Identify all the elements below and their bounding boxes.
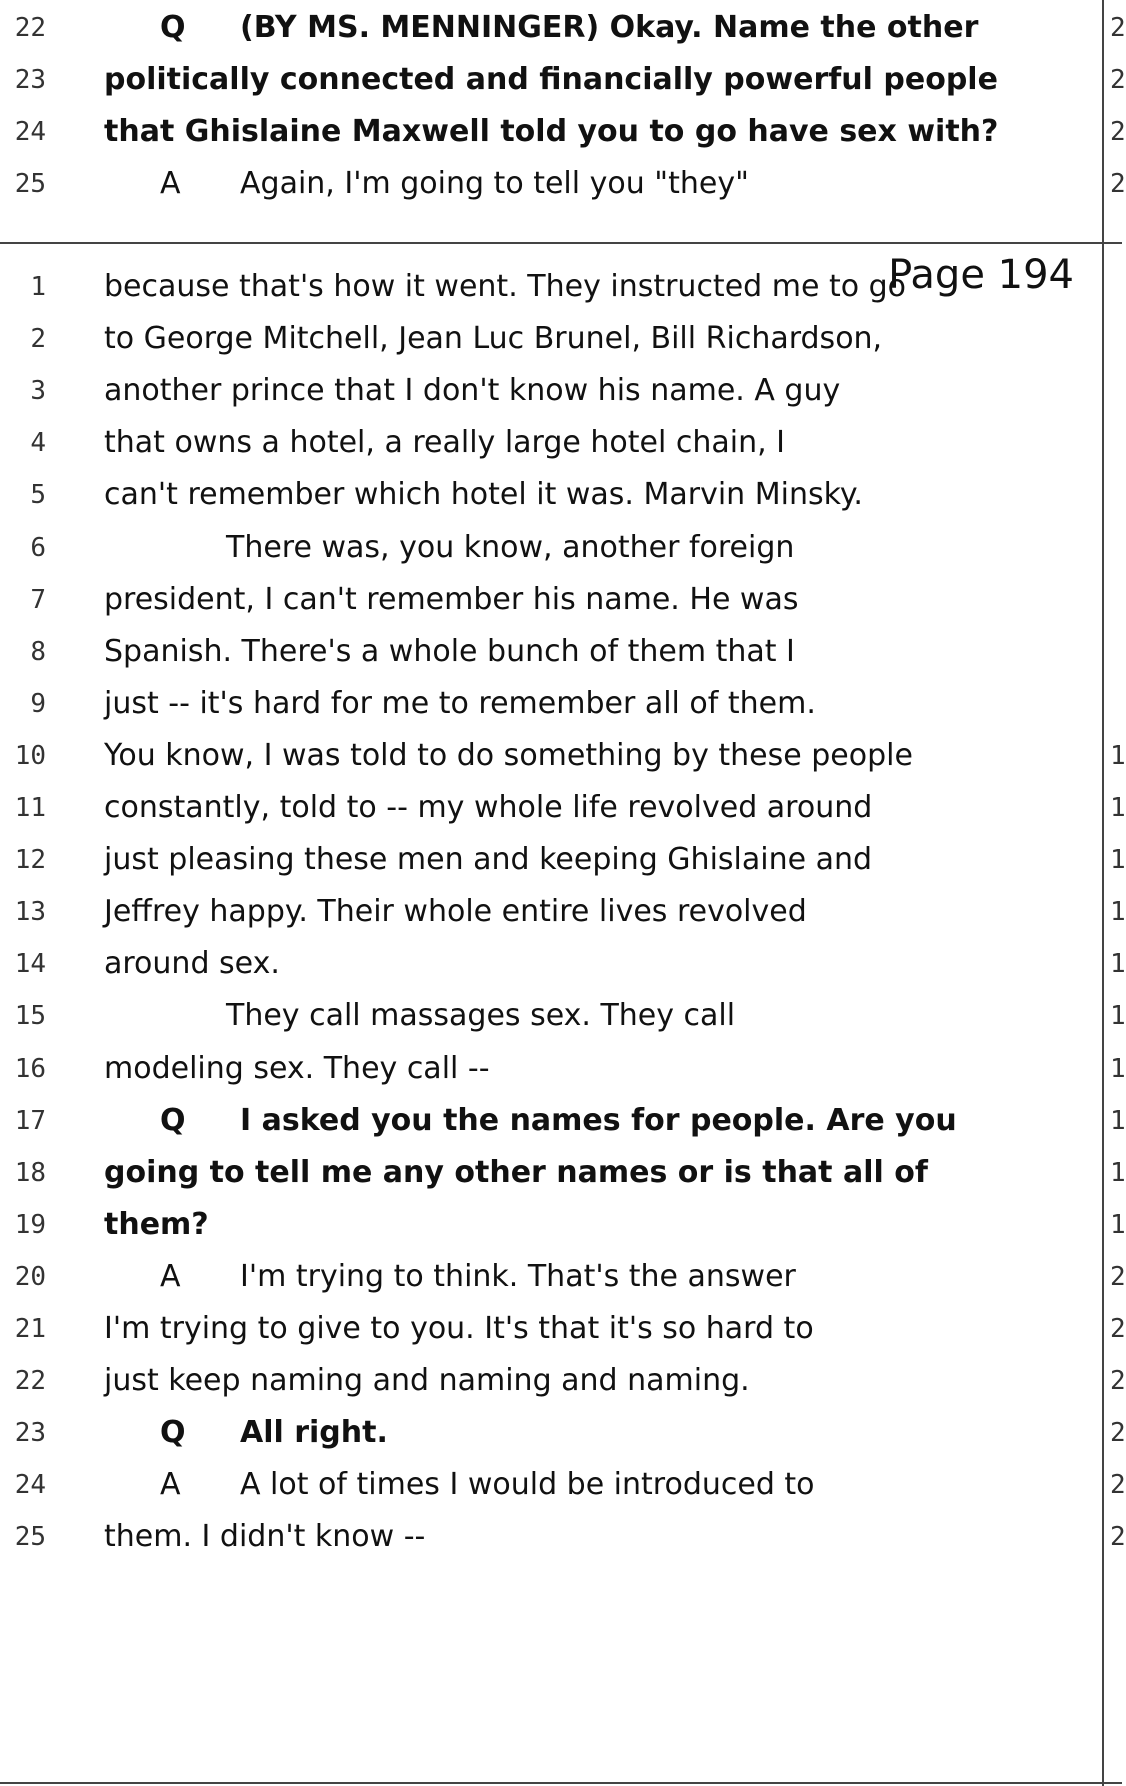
line-text: [104, 1143, 1102, 1203]
line-number: 23: [14, 1418, 46, 1449]
line-text: [104, 726, 1102, 786]
adjacent-column-digit: 2: [1110, 1470, 1126, 1501]
transcript-line: [0, 830, 1126, 890]
line-number: 5: [30, 480, 46, 511]
line-content: Spanish. There's a whole bunch of them that I: [104, 633, 795, 669]
line-number: 9: [30, 688, 46, 719]
line-content: another prince that I don't know his name. A guy: [104, 373, 841, 409]
line-content: just keep naming and naming and naming.: [104, 1363, 750, 1399]
transcript-line: [0, 50, 1126, 110]
line-content: modeling sex. They call --: [104, 1050, 490, 1086]
transcript-line: [0, 102, 1126, 162]
answer-marker: A: [160, 1258, 181, 1294]
line-content: them?: [104, 1206, 209, 1242]
line-content: just -- it's hard for me to remember all of them.: [104, 685, 816, 721]
adjacent-column-digit: 2: [1110, 65, 1126, 95]
line-content: I'm trying to give to you. It's that it's so hard to: [104, 1311, 814, 1346]
line-text: [160, 1455, 1102, 1515]
transcript-line: [0, 1351, 1126, 1411]
line-number: 16: [14, 1053, 46, 1084]
answer-marker: A: [160, 166, 181, 201]
line-text: [104, 674, 1102, 734]
line-number: 4: [30, 428, 46, 459]
transcript-line: [0, 1247, 1126, 1307]
adjacent-column-digit: 1: [1110, 1157, 1126, 1188]
adjacent-column-digit: 2: [1110, 1418, 1126, 1449]
line-content: Jeffrey happy. Their whole entire lives revolved: [104, 894, 807, 930]
adjacent-column-digit: 1: [1110, 1209, 1126, 1240]
line-content: them. I didn't know --: [104, 1519, 426, 1555]
transcript-line: [0, 1195, 1126, 1255]
transcript-line: [0, 309, 1102, 369]
line-text: [104, 1039, 1102, 1099]
line-number: 20: [14, 1261, 46, 1292]
transcript-line: [0, 413, 1102, 473]
transcript-line: [0, 518, 1102, 578]
line-text: [104, 465, 1102, 525]
line-number: 14: [14, 949, 46, 980]
line-content: A lot of times I would be introduced to: [240, 1467, 815, 1503]
line-content: that owns a hotel, a really large hotel chain, I: [104, 425, 786, 461]
line-number: 17: [14, 1105, 46, 1136]
line-content: I asked you the names for people. Are you: [240, 1102, 957, 1138]
line-number: 6: [30, 532, 46, 563]
right-column-rule: [1102, 0, 1104, 1786]
adjacent-column-digit: 1: [1110, 949, 1126, 980]
line-content: just pleasing these men and keeping Ghislaine and: [104, 842, 873, 878]
line-text: [160, 1247, 1102, 1307]
adjacent-column-digit: 1: [1110, 845, 1126, 876]
adjacent-column-digit: 1: [1110, 740, 1126, 771]
line-number: 18: [14, 1157, 46, 1188]
line-text: [104, 50, 1102, 110]
adjacent-column-digit: 2: [1110, 1366, 1126, 1397]
transcript-line: [0, 986, 1126, 1046]
line-text: [226, 518, 1102, 578]
line-text: [104, 257, 1102, 317]
question-marker: Q: [160, 1415, 186, 1451]
line-text: [226, 986, 1102, 1046]
adjacent-column-digit: 2: [1110, 117, 1126, 147]
line-text: [104, 102, 1102, 162]
question-marker: Q: [160, 10, 186, 45]
adjacent-column-digit: 2: [1110, 13, 1126, 43]
line-text: [104, 413, 1102, 473]
line-content: All right.: [240, 1415, 388, 1451]
question-marker: Q: [160, 1102, 186, 1138]
page-number-label: Page 194: [888, 252, 1074, 298]
adjacent-column-digit: 2: [1110, 1314, 1126, 1344]
line-content: can't remember which hotel it was. Marvin Minsky.: [104, 477, 863, 513]
transcript-line: [0, 726, 1126, 786]
line-content: (BY MS. MENNINGER) Okay. Name the other: [240, 10, 979, 45]
transcript-line: [0, 465, 1102, 525]
adjacent-column-digit: 2: [1110, 169, 1126, 199]
line-number: 7: [30, 584, 46, 615]
transcript-line: [0, 778, 1126, 838]
line-text: [104, 1299, 1102, 1359]
line-text: [160, 1403, 1102, 1463]
line-content: constantly, told to -- my whole life revolved around: [104, 790, 873, 825]
line-content: politically connected and financially powerful people: [104, 62, 998, 97]
line-text: [104, 570, 1102, 630]
transcript-line: [0, 257, 1102, 317]
transcript-line: [0, 154, 1126, 214]
line-number: 11: [14, 793, 46, 823]
line-number: 8: [30, 636, 46, 667]
line-number: 24: [14, 117, 46, 147]
transcript-line: [0, 882, 1126, 942]
line-number: 25: [14, 1522, 46, 1553]
line-text: [104, 830, 1102, 890]
line-content: around sex.: [104, 946, 280, 982]
adjacent-column-digit: 2: [1110, 1261, 1126, 1292]
transcript-line: [0, 1039, 1126, 1099]
transcript-line: [0, 361, 1102, 421]
transcript-line: [0, 934, 1126, 994]
line-text: [160, 1091, 1102, 1151]
line-content: Again, I'm going to tell you "they": [240, 166, 749, 201]
line-text: [104, 1195, 1102, 1255]
line-text: [104, 309, 1102, 369]
line-number: 19: [14, 1209, 46, 1240]
line-text: [104, 361, 1102, 421]
adjacent-column-digit: 1: [1110, 1053, 1126, 1084]
line-content: They call massages sex. They call: [226, 998, 736, 1034]
line-text: [104, 622, 1102, 682]
line-number: 15: [14, 1001, 46, 1032]
answer-marker: A: [160, 1467, 181, 1503]
line-content: that Ghislaine Maxwell told you to go have sex with?: [104, 114, 999, 149]
adjacent-column-digit: 1: [1110, 897, 1126, 928]
line-number: 3: [30, 376, 46, 407]
bottom-rule: [0, 1782, 1122, 1784]
line-text: [104, 934, 1102, 994]
line-number: 25: [14, 169, 46, 199]
previous-page-excerpt: [0, 0, 1126, 244]
transcript-line: [0, 622, 1102, 682]
line-number: 24: [14, 1470, 46, 1501]
line-content: There was, you know, another foreign: [226, 529, 795, 565]
adjacent-column-digit: 1: [1110, 793, 1126, 823]
transcript-line: [0, 1299, 1126, 1359]
line-number: 22: [14, 13, 46, 43]
line-content: president, I can't remember his name. He was: [104, 581, 799, 617]
transcript-line: [0, 570, 1102, 630]
line-text: [104, 1351, 1102, 1411]
line-content: You know, I was told to do something by these people: [104, 737, 913, 773]
line-number: 12: [14, 845, 46, 876]
transcript-line: [0, 1507, 1126, 1567]
line-text: [160, 154, 1102, 214]
line-number: 1: [30, 272, 46, 302]
line-content: going to tell me any other names or is that all of: [104, 1154, 928, 1190]
line-content: to George Mitchell, Jean Luc Brunel, Bill Richardson,: [104, 321, 883, 357]
adjacent-column-digit: 1: [1110, 1001, 1126, 1032]
transcript-line: [0, 1143, 1126, 1203]
transcript-line: [0, 1091, 1126, 1151]
page-divider: [0, 242, 1122, 244]
transcript-line: [0, 1403, 1126, 1463]
line-number: 10: [14, 740, 46, 771]
line-text: [104, 882, 1102, 942]
line-number: 23: [14, 65, 46, 95]
line-number: 13: [14, 897, 46, 928]
line-number: 2: [30, 324, 46, 355]
line-content: because that's how it went. They instructed me to go: [104, 269, 907, 304]
line-text: [104, 778, 1102, 838]
adjacent-column-digit: 1: [1110, 1105, 1126, 1136]
line-text: [104, 1507, 1102, 1567]
transcript-line: [0, 674, 1102, 734]
line-content: I'm trying to think. That's the answer: [240, 1258, 796, 1294]
adjacent-column-digit: 2: [1110, 1522, 1126, 1553]
transcript-line: [0, 1455, 1126, 1515]
line-number: 22: [14, 1366, 46, 1397]
line-number: 21: [14, 1314, 46, 1344]
